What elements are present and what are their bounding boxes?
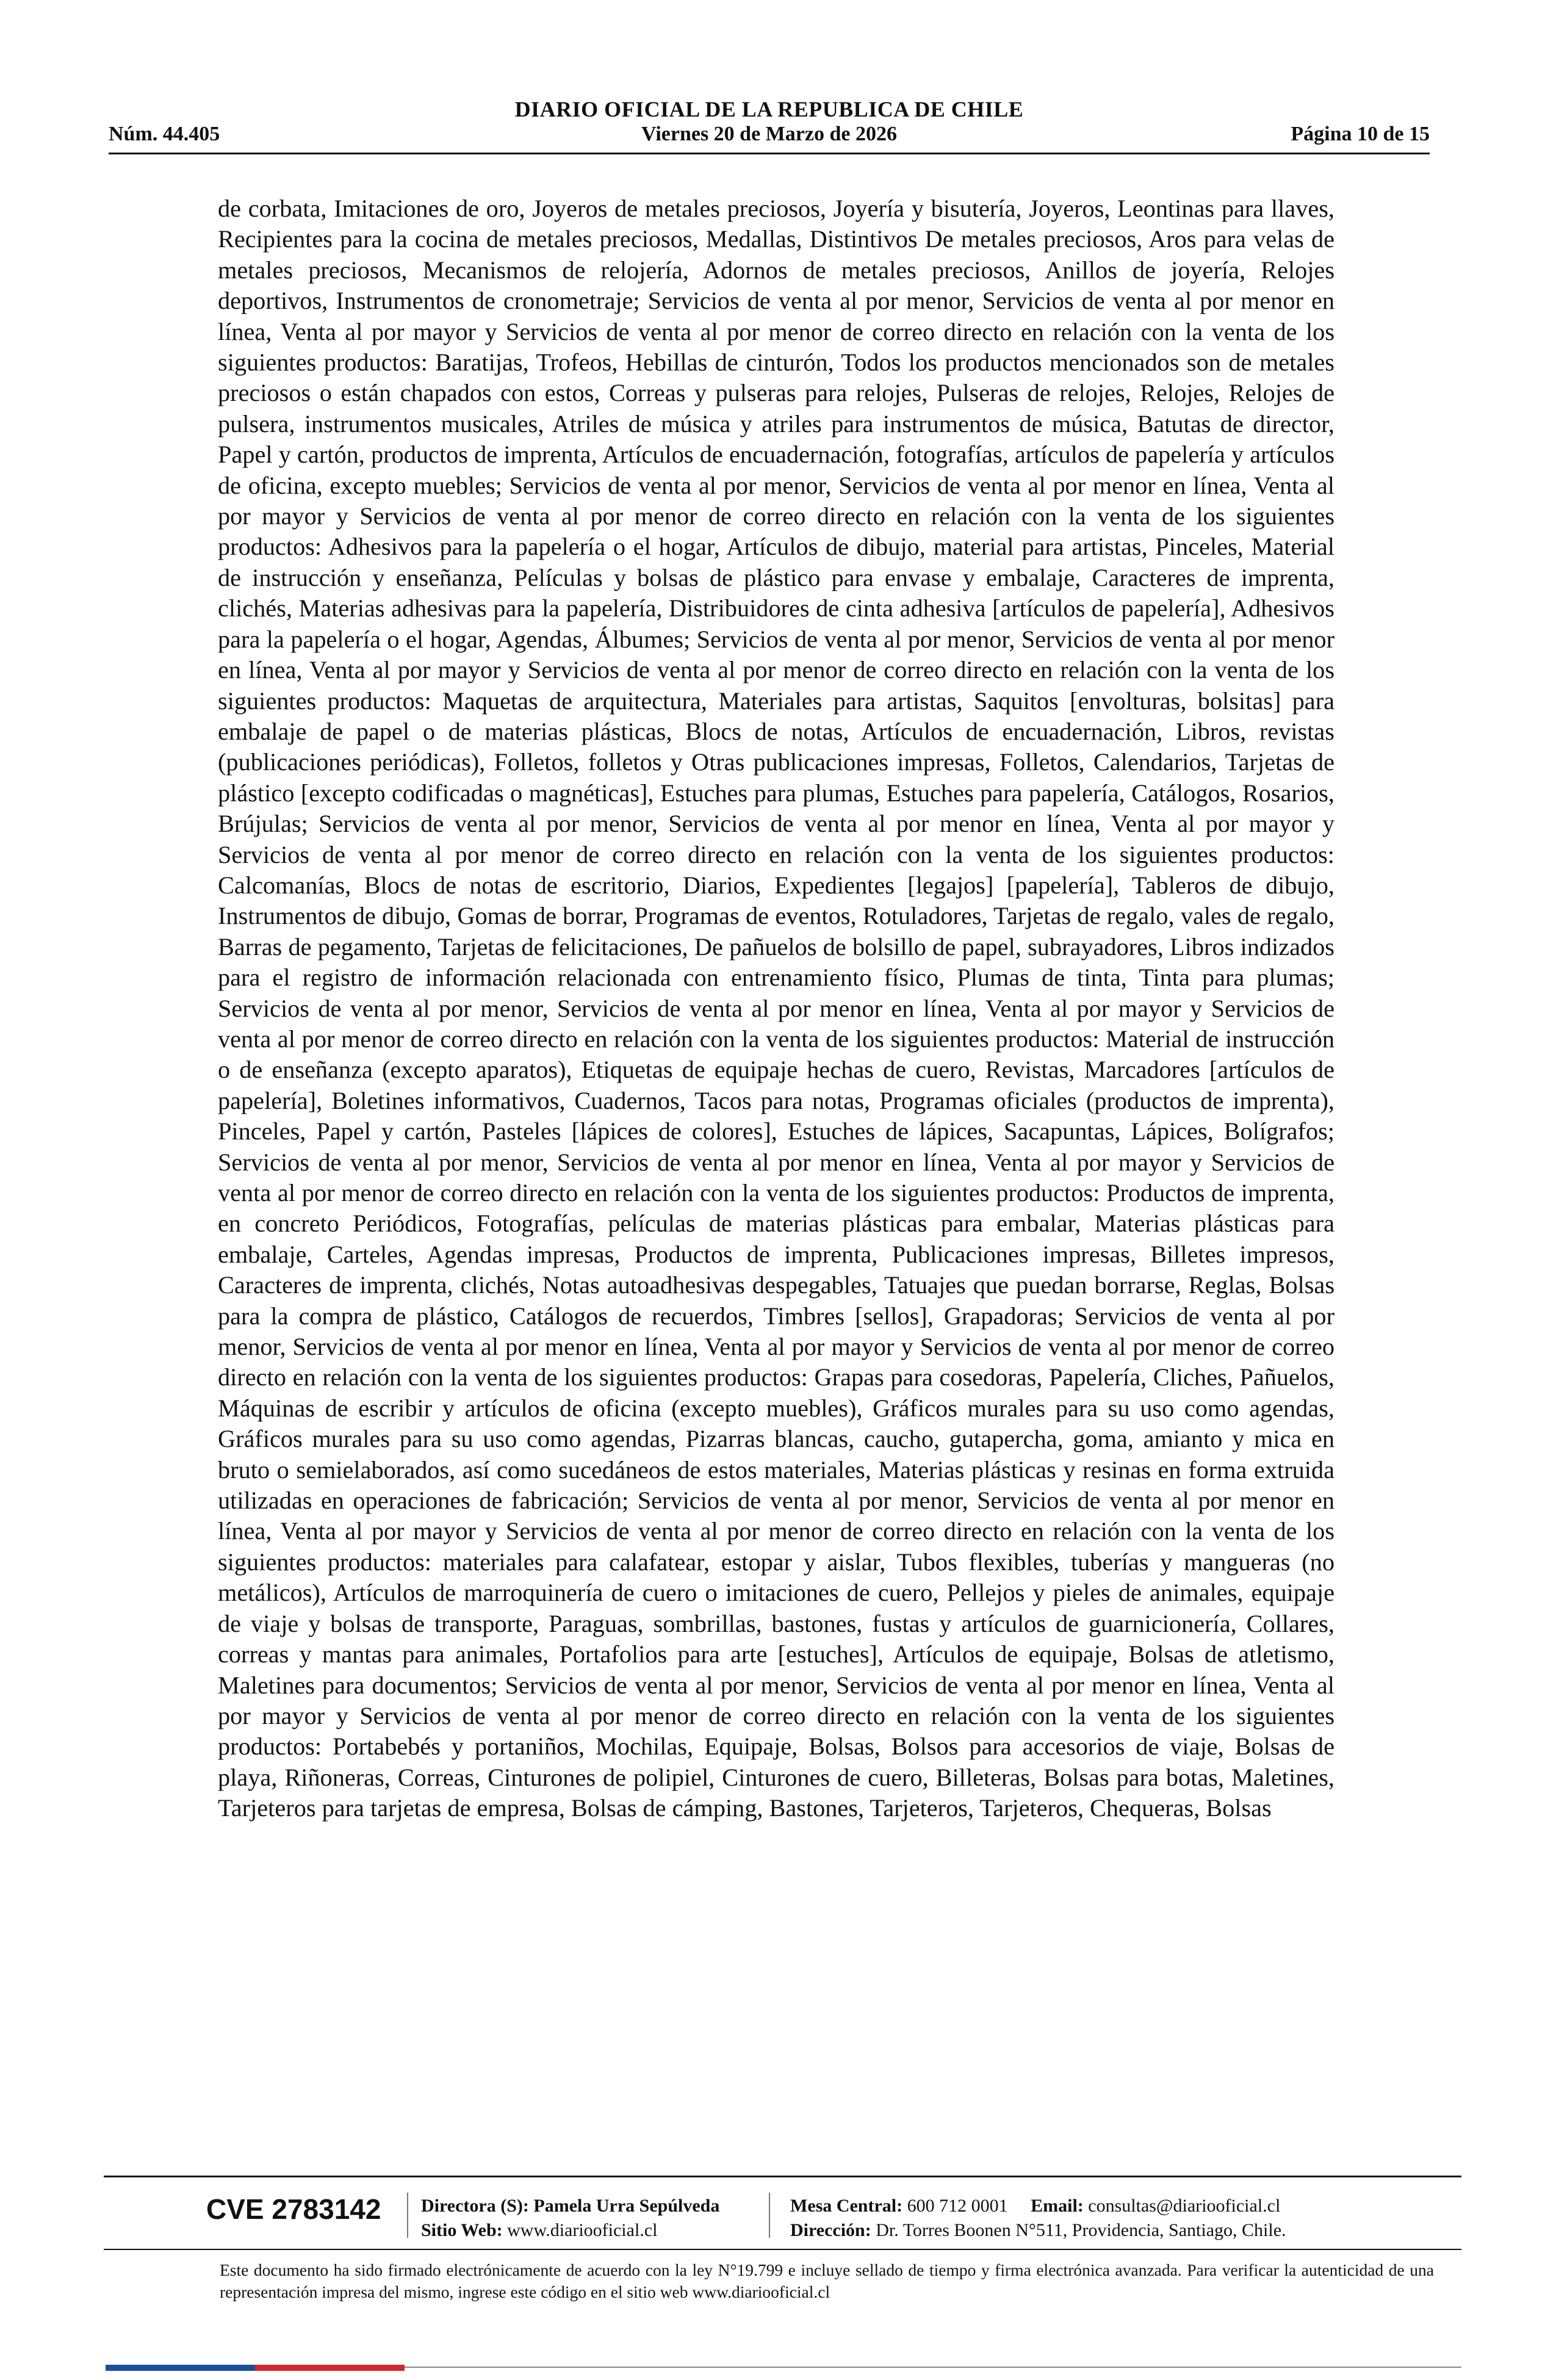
chile-flag-bar — [106, 2365, 405, 2371]
issue-date: Viernes 20 de Marzo de 2026 — [641, 123, 897, 145]
email-label: Email: — [1031, 2196, 1084, 2216]
footer-contact-block — [790, 2194, 1286, 2243]
masthead-title: DIARIO OFICIAL DE LA REPUBLICA DE CHILE — [514, 97, 1024, 121]
footer-divider — [407, 2193, 408, 2238]
email-link[interactable]: consultas@diariooficial.cl — [1088, 2196, 1281, 2216]
website-link[interactable]: www.diariooficial.cl — [507, 2220, 658, 2240]
address-line — [790, 2218, 1286, 2243]
contact-line — [790, 2194, 1286, 2218]
flag-blue-stripe — [106, 2365, 255, 2371]
page-header — [109, 96, 1430, 157]
footer-divider — [769, 2193, 770, 2238]
website-label: Sitio Web: — [421, 2220, 503, 2240]
footer-director-block — [421, 2194, 719, 2243]
body-text: de corbata, Imitaciones de oro, Joyeros de metales preciosos, Joyería y bisutería, Joyeros, Leontinas para llaves, Recipientes para la cocina de metales preciosos, Medallas, Distintivos De metales preciosos, Aros para velas de metales preciosos, Mecanismos de relojería, Adornos de metales preciosos, Anillos de joyería, Relojes deportivos, Instrumentos de cronometraje; Servicios de venta al por menor, Servicios de venta al por menor en línea, Venta al por mayor y Servicios de venta al por menor de correo directo en relación con la venta de los siguientes productos: Baratijas, Trofeos, Hebillas de cinturón, Todos los productos mencionados son de metales preciosos o están chapados con estos, Correas y pulseras para relojes, Pulseras de relojes, Relojes, Relojes de pulsera, instrumentos musicales, Atriles de música y atriles para instrumentos de música, Batutas de director, Papel y cartón, productos de imprenta, Artículos de encuadernación, fotografías, artículos de papelería y artículos de oficina, excepto muebles; Servicios de venta al por menor, Servicios de venta al por menor en línea, Venta al por mayor y Servicios de venta al por menor de correo directo en relación con la venta de los siguientes productos: Adhesivos para la papelería o el hogar, Artículos de dibujo, material para artistas, Pinceles, Material de instrucción y enseñanza, Películas y bolsas de plástico para envase y embalaje, Caracteres de imprenta, clichés, Materias adhesivas para la papelería, Distribuidores de cinta adhesiva [artículos de papelería], Adhesivos para la papelería o el hogar, Agendas, Álbumes; Servicios de venta al por menor, Servicios de venta al por menor en línea, Venta al por mayor y Servicios de venta al por menor de correo directo en relación con la venta de los siguientes productos: Maquetas de arquitectura, Materiales para artistas, Saquitos [envolturas, bolsitas] para embalaje de papel o de materias plásticas, Blocs de notas, Artículos de encuadernación, Libros, revistas (publicaciones periódicas), Folletos, folletos y Otras publicaciones impresas, Folletos, Calendarios, Tarjetas de plástico [excepto codificadas o magnéticas], Estuches para plumas, Estuches para papelería, Catálogos, Rosarios, Brújulas; Servicios de venta al por menor, Servicios de venta al por menor en línea, Venta al por mayor y Servicios de venta al por menor de correo directo en relación con la venta de los siguientes productos: Calcomanías, Blocs de notas de escritorio, Diarios, Expedientes [legajos] [papelería], Tableros de dibujo, Instrumentos de dibujo, Gomas de borrar, Programas de eventos, Rotuladores, Tarjetas de regalo, vales de regalo, Barras de pegamento, Tarjetas de felicitaciones, De pañuelos de bolsillo de papel, subrayadores, Libros indizados para el registro de información relacionada con entrenamiento físico, Plumas de tinta, Tinta para plumas; Servicios de venta al por menor, Servicios de venta al por menor en línea, Venta al por mayor y Servicios de venta al por menor de correo directo en relación con la venta de los siguientes productos: Material de instrucción o de enseñanza (excepto aparatos), Etiquetas de equipaje hechas de cuero, Revistas, Marcadores [artículos de papelería], Boletines informativos, Cuadernos, Tacos para notas, Programas oficiales (productos de imprenta), Pinceles, Papel y cartón, Pasteles [lápices de colores], Estuches de lápices, Sacapuntas, Lápices, Bolígrafos; Servicios de venta al por menor, Servicios de venta al por menor en línea, Venta al por mayor y Servicios de venta al por menor de correo directo en relación con la venta de los siguientes productos: Productos de imprenta, en concreto Periódicos, Fotografías, películas de materias plásticas para embalar, Materias plásticas para embalaje, Carteles, Agendas impresas, Productos de imprenta, Publicaciones impresas, Billetes impresos, Caracteres de imprenta, clichés, Notas autoadhesivas despegables, Tatuajes que puedan borrarse, Reglas, Bolsas para la compra de plástico, Catálogos de recuerdos, Timbres [sellos], Grapadoras; Servicios de venta al por menor, Servicios de venta al por menor en línea, Venta al por mayor y Servicios de venta al por menor de correo directo en relación con la venta de los siguientes productos: Grapas para cosedoras, Papelería, Cliches, Pañuelos, Máquinas de escribir y artículos de oficina (excepto muebles), Gráficos murales para su uso como agendas, Gráficos murales para su uso como agendas, Pizarras blancas, caucho, gutapercha, goma, amianto y mica en bruto o semielaborados, así como sucedáneos de estos materiales, Materias plásticas y resinas en forma extruida utilizadas en operaciones de fabricación; Servicios de venta al por menor, Servicios de venta al por menor en línea, Venta al por mayor y Servicios de venta al por menor de correo directo en relación con la venta de los siguientes productos: materiales para calafatear, estopar y aislar, Tubos flexibles, tuberías y mangueras (no metálicos), Artículos de marroquinería de cuero o imitaciones de cuero, Pellejos y pieles de animales, equipaje de viaje y bolsas de transporte, Paraguas, sombrillas, bastones, fustas y artículos de guarnicionería, Collares, correas y mantas para animales, Portafolios para arte [estuches], Artículos de equipaje, Bolsas de atletismo, Maletines para documentos; Servicios de venta al por menor, Servicios de venta al por menor en línea, Venta al por mayor y Servicios de venta al por menor de correo directo en relación con la venta de los siguientes productos: Portabebés y portaniños, Mochilas, Equipaje, Bolsas, Bolsos para accesorios de viaje, Bolsas de playa, Riñoneras, Correas, Cinturones de polipiel, Cinturones de cuero, Billeteras, Bolsas para botas, Maletines, Tarjeteros para tarjetas de empresa, Bolsas de cámping, Bastones, Tarjeteros, Tarjeteros, Chequeras, Bolsas — [218, 195, 1334, 1822]
flag-red-stripe — [255, 2365, 405, 2371]
footer-top-rule — [104, 2176, 1461, 2177]
website-line — [421, 2218, 719, 2243]
header-rule — [109, 153, 1430, 154]
cve-code: CVE 2783142 — [206, 2193, 381, 2225]
page-footer — [104, 2176, 1461, 2359]
phone-value: 600 712 0001 — [907, 2196, 1008, 2216]
address-value: Dr. Torres Boonen N°511, Providencia, Santiago, Chile. — [876, 2220, 1286, 2240]
director-label: Directora (S): — [421, 2196, 529, 2216]
phone-label: Mesa Central: — [790, 2196, 903, 2216]
address-label: Dirección: — [790, 2220, 871, 2240]
signature-disclaimer: Este documento ha sido firmado electrónicamente de acuerdo con la ley N°19.799 e incluye sellado de tiempo y firma electrónica avanzada. Para verificar la autenticidad de una representación impresa del mismo, ingrese este código en el sitio web www.diariooficial.cl — [220, 2260, 1434, 2301]
footer-bottom-rule — [405, 2367, 1461, 2368]
footer-mid-rule — [104, 2249, 1461, 2250]
issue-number: Núm. 44.405 — [109, 123, 220, 145]
director-name: Pamela Urra Sepúlveda — [533, 2196, 720, 2216]
page-number: Página 10 de 15 — [1291, 123, 1430, 145]
director-line — [421, 2194, 719, 2218]
